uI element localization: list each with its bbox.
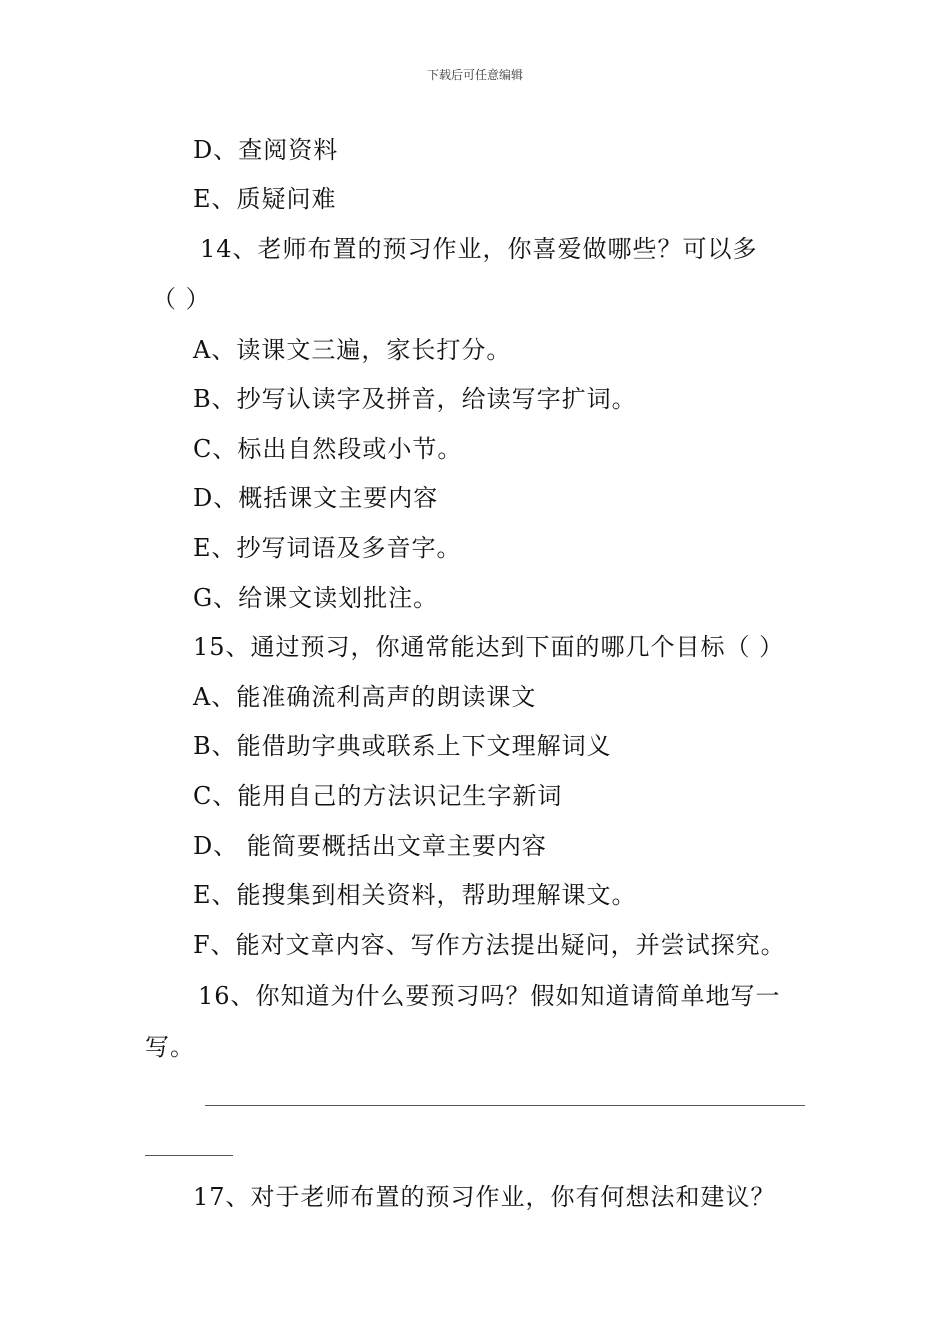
question-17: 17、对于老师布置的预习作业，你有何想法和建议？ xyxy=(193,1183,776,1211)
question-16-continuation: 写。 xyxy=(145,1033,195,1061)
question-16: 16、你知道为什么要预习吗？假如知道请简单地写一 xyxy=(198,982,781,1010)
option-13-d: D、查阅资料 xyxy=(193,136,339,164)
option-14-d: D、概括课文主要内容 xyxy=(193,484,439,512)
question-15: 15、通过预习，你通常能达到下面的哪几个目标（ ） xyxy=(193,633,785,661)
option-14-b: B、抄写认读字及拼音，给读写字扩词。 xyxy=(193,385,637,413)
answer-line-end xyxy=(145,1155,233,1156)
option-15-b: B、能借助字典或联系上下文理解词义 xyxy=(193,732,612,760)
question-14: 14、老师布置的预习作业，你喜爱做哪些？可以多 xyxy=(200,235,758,263)
option-14-e: E、抄写词语及多音字。 xyxy=(193,534,462,562)
option-15-e: E、能搜集到相关资料，帮助理解课文。 xyxy=(193,881,637,909)
option-15-f: F、能对文章内容、写作方法提出疑问，并尝试探究。 xyxy=(193,931,786,959)
question-14-answer-blank: （ ） xyxy=(152,285,211,313)
option-14-c: C、标出自然段或小节。 xyxy=(193,435,463,463)
option-14-a: A、读课文三遍，家长打分。 xyxy=(193,336,512,364)
option-14-g: G、给课文读划批注。 xyxy=(193,584,439,612)
option-13-e: E、质疑问难 xyxy=(193,185,337,213)
option-15-c: C、能用自己的方法识记生字新词 xyxy=(193,782,563,810)
answer-line xyxy=(205,1105,805,1106)
option-15-a: A、能准确流利高声的朗读课文 xyxy=(193,683,537,711)
option-15-d: D、 能简要概括出文章主要内容 xyxy=(193,832,547,860)
page-header: 下载后可任意编辑 xyxy=(426,68,523,82)
